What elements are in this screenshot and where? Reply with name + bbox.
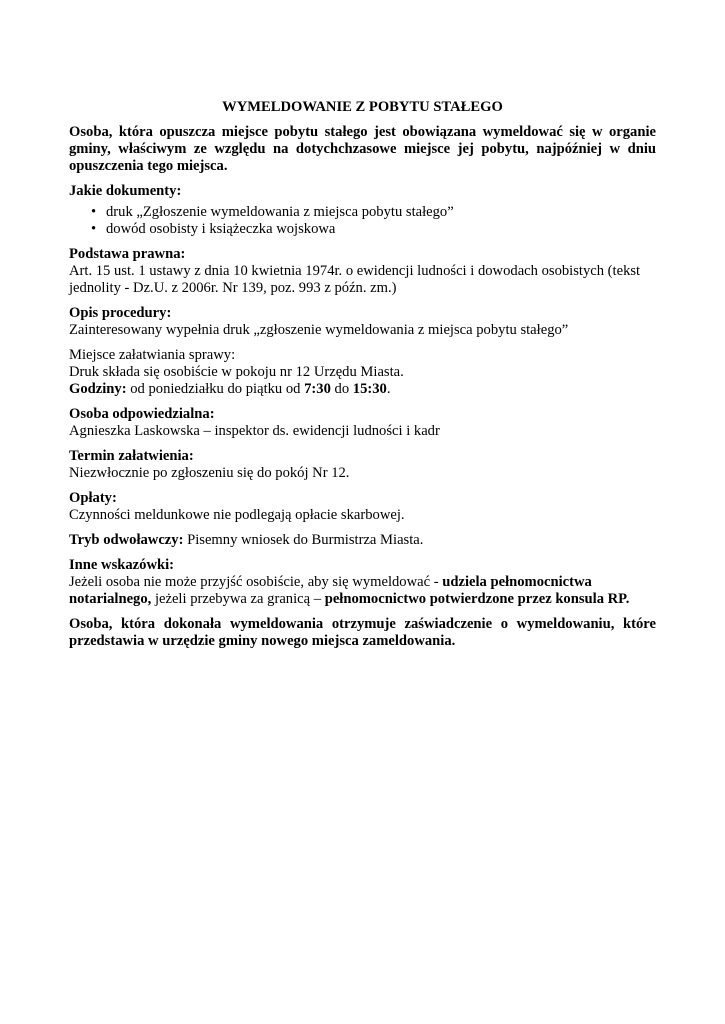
deadline-text: Niezwłocznie po zgłoszeniu się do pokój Nr 12.	[69, 465, 350, 481]
hours-label: Godziny:	[69, 381, 127, 397]
procedure-heading: Opis procedury:	[69, 305, 172, 321]
hours-text-mid: do	[330, 381, 353, 397]
legal-basis-heading: Podstawa prawna:	[69, 246, 186, 262]
office-hours	[69, 381, 656, 398]
hours-text-end: .	[386, 381, 391, 397]
fees-text: Czynności meldunkowe nie podlegają opłacie skarbowej.	[69, 507, 405, 523]
other-notes-heading: Inne wskazówki:	[69, 557, 175, 573]
closing-paragraph: Osoba, która dokonała wymeldowania otrzymuje zaświadczenie o wymeldowaniu, które przedstawia w urzędzie gminy nowego miejsca zameldowania.	[69, 616, 656, 649]
list-item	[91, 221, 656, 238]
legal-basis-text: Art. 15 ust. 1 ustawy z dnia 10 kwietnia 1974r. o ewidencji ludności i dowodach osobistych (tekst jednolity - Dz.U. z 2006r. Nr 139, poz. 993 z późn. zm.)	[69, 263, 641, 296]
other-notes-part-4: pełnomocnictwo potwierdzone przez konsula RP.	[324, 591, 630, 607]
hours-from: 7:30	[304, 381, 331, 397]
document-title: WYMELDOWANIE Z POBYTU STAŁEGO	[222, 99, 503, 115]
deadline-heading: Termin załatwienia:	[69, 448, 194, 464]
responsible-heading: Osoba odpowiedzialna:	[69, 406, 215, 422]
other-notes-text	[69, 574, 656, 608]
appeal-paragraph	[69, 532, 656, 549]
documents-list	[69, 204, 656, 238]
bullet-icon: •	[91, 204, 97, 220]
place-label: Miejsce załatwiania sprawy:	[69, 347, 236, 363]
appeal-label: Tryb odwoławczy:	[69, 532, 184, 548]
other-notes-part-2: udziela pełnomocnictwa notarialnego,	[69, 574, 592, 607]
bullet-icon: •	[91, 221, 97, 237]
other-notes-part-1: Jeżeli osoba nie może przyjść osobiście, aby się wymeldować -	[69, 574, 443, 590]
hours-text-pre: od poniedziałku do piątku od	[126, 381, 305, 397]
other-notes-part-3: jeżeli przebywa za granicą –	[151, 591, 325, 607]
list-item-text: dowód osobisty i książeczka wojskowa	[106, 221, 336, 237]
intro-paragraph: Osoba, która opuszcza miejsce pobytu stałego jest obowiązana wymeldować się w organie gminy, właściwym ze względu na dotychchzasowe miejsce jej pobytu, najpóźniej w dniu opuszczenia tego miejsca.	[69, 124, 656, 174]
list-item	[91, 204, 656, 221]
procedure-text: Zainteresowany wypełnia druk „zgłoszenie wymeldowania z miejsca pobytu stałego”	[69, 322, 569, 338]
document-content	[69, 99, 656, 650]
appeal-text: Pisemny wniosek do Burmistrza Miasta.	[183, 532, 424, 548]
responsible-text: Agnieszka Laskowska – inspektor ds. ewidencji ludności i kadr	[69, 423, 440, 439]
fees-heading: Opłaty:	[69, 490, 117, 506]
hours-to: 15:30	[352, 381, 387, 397]
documents-heading: Jakie dokumenty:	[69, 183, 182, 199]
list-item-text: druk „Zgłoszenie wymeldowania z miejsca pobytu stałego”	[106, 204, 454, 220]
place-text: Druk składa się osobiście w pokoju nr 12 Urzędu Miasta.	[69, 364, 404, 380]
